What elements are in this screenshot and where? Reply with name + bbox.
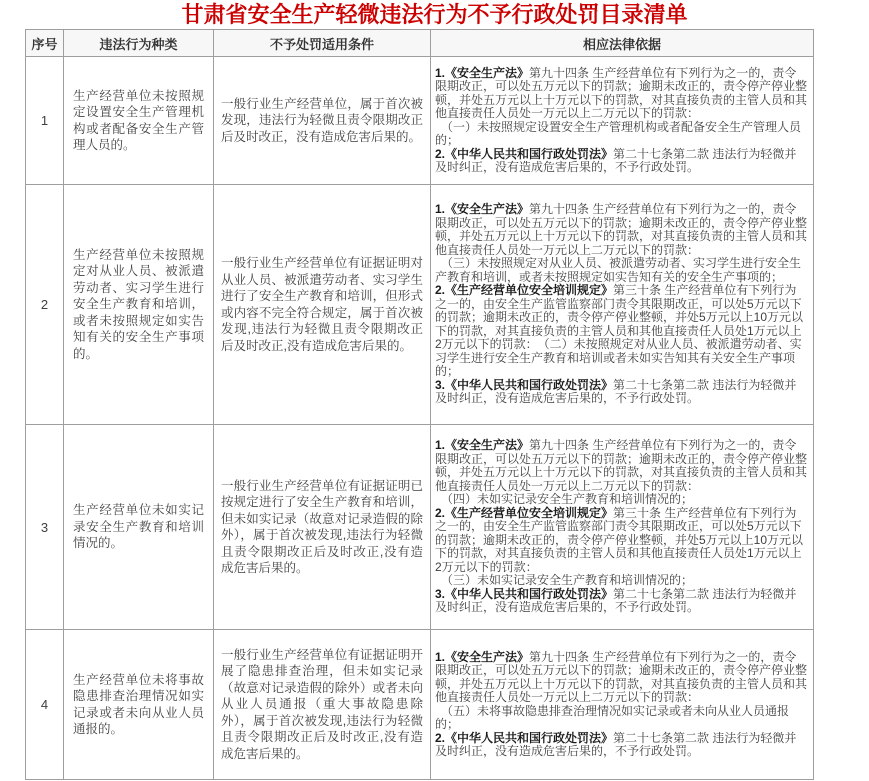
header-cell-legal: 相应法律依据 [431, 30, 814, 57]
law-body-text: 第二十七条第二款 违法行为轻微并及时纠正，没有造成危害后果的，不予行政处罚。 [435, 146, 797, 174]
legal-paragraph [435, 732, 808, 759]
table-row [26, 57, 814, 185]
law-title-text: 1.《安全生产法》 [435, 65, 530, 80]
law-title-text: 2.《生产经营单位安全培训规定》 [435, 283, 614, 298]
law-body-text: 第九十四条 生产经营单位有下列行为之一的，责令限期改正，可以处五万元以下的罚款；逾期未改正的，责令停产停业整顿，并处五万元以上十万元以下的罚款，对其直接负责的主管人员和其他直接责任人员处一万元以上二万元以下的罚款： [435, 438, 808, 493]
legal-paragraph [435, 588, 808, 615]
law-title-text: 2.《中华人民共和国行政处罚法》 [435, 730, 614, 745]
law-body-text: 第九十四条 生产经营单位有下列行为之一的，责令限期改正，可以处五万元以下的罚款；逾期未改正的，责令停产停业整顿，并处五万元以上十万元以下的罚款，对其直接负责的主管人员和其他直接责任人员处一万元以上二万元以下的罚款： [435, 202, 808, 257]
law-title-text: 2.《中华人民共和国行政处罚法》 [435, 146, 614, 161]
law-title-text: 1.《安全生产法》 [435, 202, 530, 217]
header-cell-no: 序号 [26, 30, 64, 57]
law-body-text: 第三十条 生产经营单位有下列行为之一的，由安全生产监管监察部门责令其限期改正，可以处5万元以下的罚款；逾期未改正的，责令停产停业整顿，并处5万元以上10万元以下的罚款，对其直接负责的主管人员和其他直接责任人员处1万元以上2万元以下的罚款： [435, 505, 804, 574]
law-title-text: 2.《生产经营单位安全培训规定》 [435, 505, 614, 520]
law-body-text: （五）未将事故隐患排查治理情况如实记录或者未向从业人员通报的； [435, 703, 790, 731]
table-row [26, 185, 814, 425]
law-body-text: 第九十四条 生产经营单位有下列行为之一的，责令限期改正，可以处五万元以下的罚款；逾期未改正的，责令停产停业整顿，并处五万元以上十万元以下的罚款，对其直接负责的主管人员和其他直接责任人员处一万元以上二万元以下的罚款： [435, 649, 808, 704]
legal-paragraph [435, 493, 808, 507]
table-row [26, 425, 814, 630]
cell-violation-type: 生产经营单位未按照规定设置安全生产管理机构或者配备安全生产管理人员的。 [64, 57, 214, 185]
legal-paragraph [435, 203, 808, 257]
law-title-text: 3.《中华人民共和国行政处罚法》 [435, 586, 614, 601]
table-body [26, 57, 814, 780]
page-title: 甘肃省安全生产轻微违法行为不予行政处罚目录清单 [181, 2, 688, 27]
legal-paragraph [435, 257, 808, 284]
legal-paragraph [435, 284, 808, 379]
law-body-text: （一）未按照规定设置安全生产管理机构或者配备安全生产管理人员的； [435, 119, 802, 147]
legal-paragraph [435, 705, 808, 732]
law-title-text: 3.《中华人民共和国行政处罚法》 [435, 377, 614, 392]
law-title-text: 1.《安全生产法》 [435, 649, 530, 664]
cell-exemption-condition: 一般行业生产经营单位，属于首次被发现，违法行为轻微且责令限期改正后及时改正，没有造成危害后果的。 [214, 57, 431, 185]
header-cell-violation: 违法行为种类 [64, 30, 214, 57]
law-body-text: （三）未如实记录安全生产教育和培训情况的； [441, 573, 694, 588]
law-body-text: 第三十条 生产经营单位有下列行为之一的，由安全生产监管监察部门责令其限期改正，可以处5万元以下的罚款；逾期未改正的，责令停产停业整顿，并处5万元以上10万元以下的罚款，对其直接负责的主管人员和其他直接责任人员处1万元以上2万元以下的罚款： （二）未按照规定对从业人员、被派遣劳动者、实习学生进行安全生产教育和培训或者未如实告知其有关安全生产事项的； [435, 283, 804, 379]
cell-exemption-condition: 一般行业生产经营单位有证据证明开展了隐患排查治理，但未如实记录（故意对记录造假的除外）或者未向从业人员通报（重大事故隐患除外），属于首次被发现,违法行为轻微且责令限期改正后及时改正,没有造成危害后果的。 [214, 630, 431, 780]
law-body-text: （三）未按照规定对从业人员、被派遣劳动者、实习学生进行安全生产教育和培训，或者未按照规定如实告知有关的安全生产事项的； [435, 256, 802, 284]
header-cell-condition: 不予处罚适用条件 [214, 30, 431, 57]
table-row [26, 630, 814, 780]
cell-legal-basis [431, 57, 814, 185]
cell-row-number: 3 [26, 425, 64, 630]
cell-row-number: 1 [26, 57, 64, 185]
legal-paragraph [435, 574, 808, 588]
legal-paragraph [435, 121, 808, 148]
legal-paragraph [435, 379, 808, 406]
table-header [26, 30, 814, 57]
legal-paragraph [435, 148, 808, 175]
cell-violation-type: 生产经营单位未将事故隐患排查治理情况如实记录或者未向从业人员通报的。 [64, 630, 214, 780]
law-body-text: 第九十四条 生产经营单位有下列行为之一的，责令限期改正，可以处五万元以下的罚款；逾期未改正的，责令停产停业整顿，并处五万元以上十万元以下的罚款，对其直接负责的主管人员和其他直接责任人员处一万元以上二万元以下的罚款： [435, 65, 808, 120]
law-body-text: 第二十七条第二款 违法行为轻微并及时纠正，没有造成危害后果的，不予行政处罚。 [435, 377, 797, 406]
cell-row-number: 4 [26, 630, 64, 780]
cell-violation-type: 生产经营单位未如实记录安全生产教育和培训情况的。 [64, 425, 214, 630]
legal-paragraph [435, 67, 808, 121]
cell-exemption-condition: 一般行业生产经营单位有证据证明已按规定进行了安全生产教育和培训，但未如实记录（故意对记录造假的除外），属于首次被发现,违法行为轻微且责令限期改正后及时改正,没有造成危害后果的。 [214, 425, 431, 630]
header-row [26, 30, 814, 57]
cell-legal-basis [431, 185, 814, 425]
law-title-text: 1.《安全生产法》 [435, 438, 530, 453]
law-body-text: 第二十七条第二款 违法行为轻微并及时纠正，没有造成危害后果的，不予行政处罚。 [435, 730, 797, 758]
legal-paragraph [435, 651, 808, 705]
cell-exemption-condition: 一般行业生产经营单位有证据证明对从业人员、被派遣劳动者、实习学生进行了安全生产教育和培训，但形式或内容不完全符合规定，属于首次被发现,违法行为轻微且责令限期改正后及时改正,没有造成危害后果的。 [214, 185, 431, 425]
penalty-exemption-table [25, 29, 814, 780]
law-body-text: 第二十七条第二款 违法行为轻微并及时纠正，没有造成危害后果的，不予行政处罚。 [435, 586, 797, 615]
cell-legal-basis [431, 425, 814, 630]
legal-paragraph [435, 439, 808, 493]
law-body-text: （四）未如实记录安全生产教育和培训情况的； [441, 492, 694, 507]
cell-legal-basis [431, 630, 814, 780]
cell-violation-type: 生产经营单位未按照规定对从业人员、被派遣劳动者、实习学生进行安全生产教育和培训，或者未按照规定如实告知有关的安全生产事项的。 [64, 185, 214, 425]
cell-row-number: 2 [26, 185, 64, 425]
legal-paragraph [435, 507, 808, 575]
